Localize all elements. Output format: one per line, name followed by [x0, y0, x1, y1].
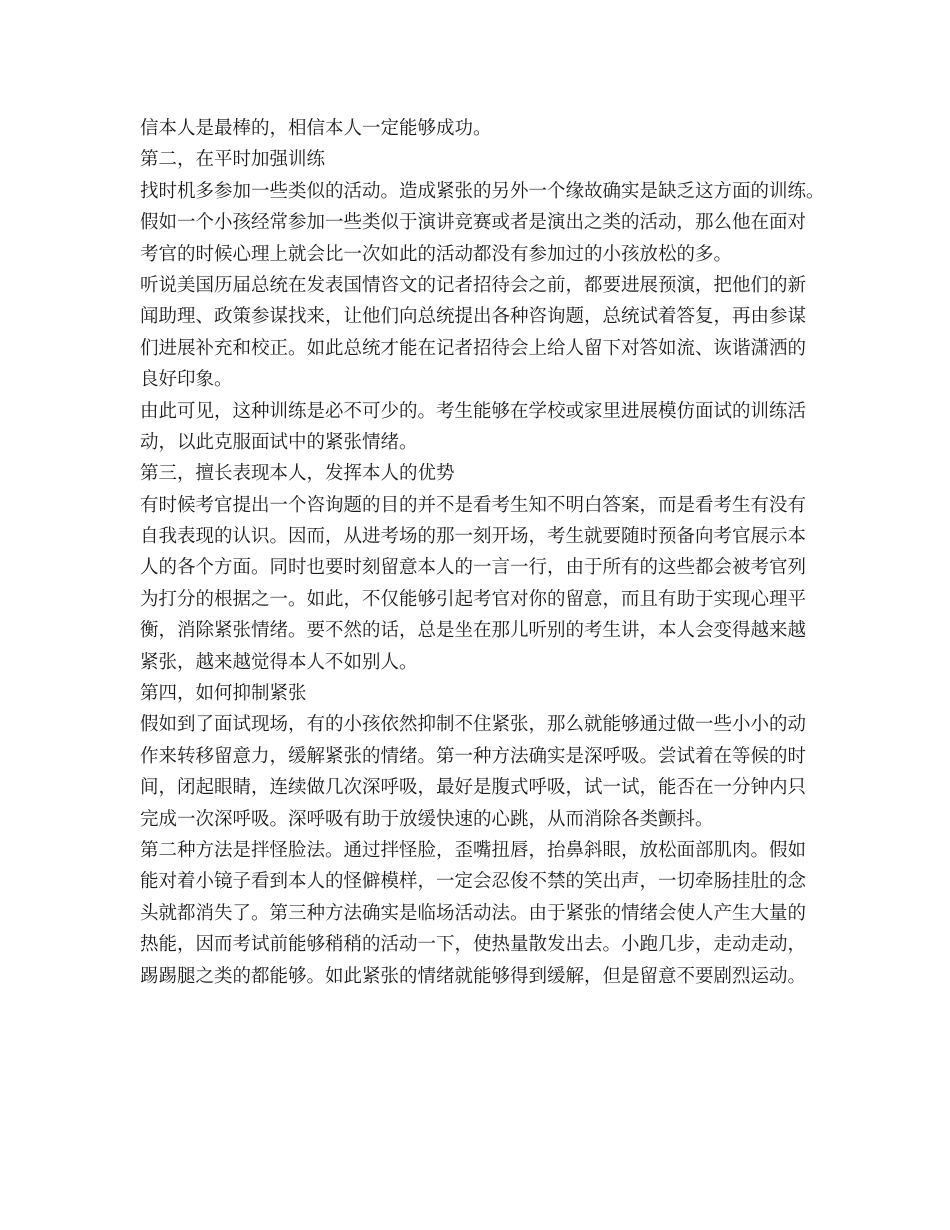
text-line: 由此可见，这种训练是必不可少的。考生能够在学校或家里进展模仿面试的训练活 [140, 400, 807, 422]
text-line: 找时机多参加一些类似的活动。造成紧张的另外一个缘故确实是缺乏这方面的训练。 [140, 180, 825, 202]
text-line: 自我表现的认识。因而，从进考场的那一刻开场，考生就要随时预备向考官展示本 [140, 526, 807, 548]
text-line: 为打分的根据之一。如此，不仅能够引起考官对你的留意，而且有助于实现心理平 [140, 588, 807, 610]
text-line: 热能，因而考试前能够稍稍的活动一下，使热量散发出去。小跑几步，走动走动， [140, 934, 807, 956]
text-line: 们进展补充和校正。如此总统才能在记者招待会上给人留下对答如流、诙谐潇洒的 [140, 337, 807, 359]
text-line: 衡，消除紧张情绪。要不然的话，总是坐在那儿听别的考生讲，本人会变得越来越 [140, 620, 807, 642]
text-line: 紧张，越来越觉得本人不如别人。 [140, 651, 418, 673]
section-heading: 第二，在平时加强训练 [140, 149, 326, 171]
text-line: 假如到了面试现场，有的小孩依然抑制不住紧张，那么就能够通过做一些小小的动 [140, 714, 807, 736]
text-line: 间，闭起眼睛，连续做几次深呼吸，最好是腹式呼吸，试一试，能否在一分钟内只 [140, 777, 807, 799]
text-line: 信本人是最棒的，相信本人一定能够成功。 [140, 118, 492, 139]
text-line: 作来转移留意力，缓解紧张的情绪。第一种方法确实是深呼吸。尝试着在等候的时 [140, 745, 807, 767]
section-heading: 第四，如何抑制紧张 [140, 683, 307, 705]
text-line: 头就都消失了。第三种方法确实是临场活动法。由于紧张的情绪会使人产生大量的 [140, 902, 807, 924]
text-line: 假如一个小孩经常参加一些类似于演讲竞赛或者是演出之类的活动，那么他在面对 [140, 212, 807, 234]
text-line: 完成一次深呼吸。深呼吸有助于放缓快速的心跳，从而消除各类颤抖。 [140, 808, 714, 830]
text-line: 踢踢腿之类的都能够。如此紧张的情绪就能够得到缓解，但是留意不要剧烈运动。 [140, 965, 807, 987]
text-line: 听说美国历届总统在发表国情咨文的记者招待会之前，都要进展预演，把他们的新 [140, 274, 807, 296]
text-line: 良好印象。 [140, 369, 233, 391]
text-line: 闻助理、政策参谋找来，让他们向总统提出各种咨询题，总统试着答复，再由参谋 [140, 306, 807, 328]
text-line: 能对着小镜子看到本人的怪僻模样，一定会忍俊不禁的笑出声，一切牵肠挂肚的念 [140, 871, 807, 893]
text-line: 人的各个方面。同时也要时刻留意本人的一言一行，由于所有的这些都会被考官列 [140, 557, 807, 579]
section-heading: 第三，擅长表现本人，发挥本人的优势 [140, 463, 455, 485]
text-line: 动，以此克服面试中的紧张情绪。 [140, 431, 418, 453]
document-body [140, 113, 840, 992]
text-line: 第二种方法是拌怪脸法。通过拌怪脸，歪嘴扭唇，抬鼻斜眼，放松面部肌肉。假如 [140, 839, 807, 861]
text-line: 有时候考官提出一个咨询题的目的并不是看考生知不明白答案，而是看考生有没有 [140, 494, 807, 516]
text-line: 考官的时候心理上就会比一次如此的活动都没有参加过的小孩放松的多。 [140, 243, 733, 265]
